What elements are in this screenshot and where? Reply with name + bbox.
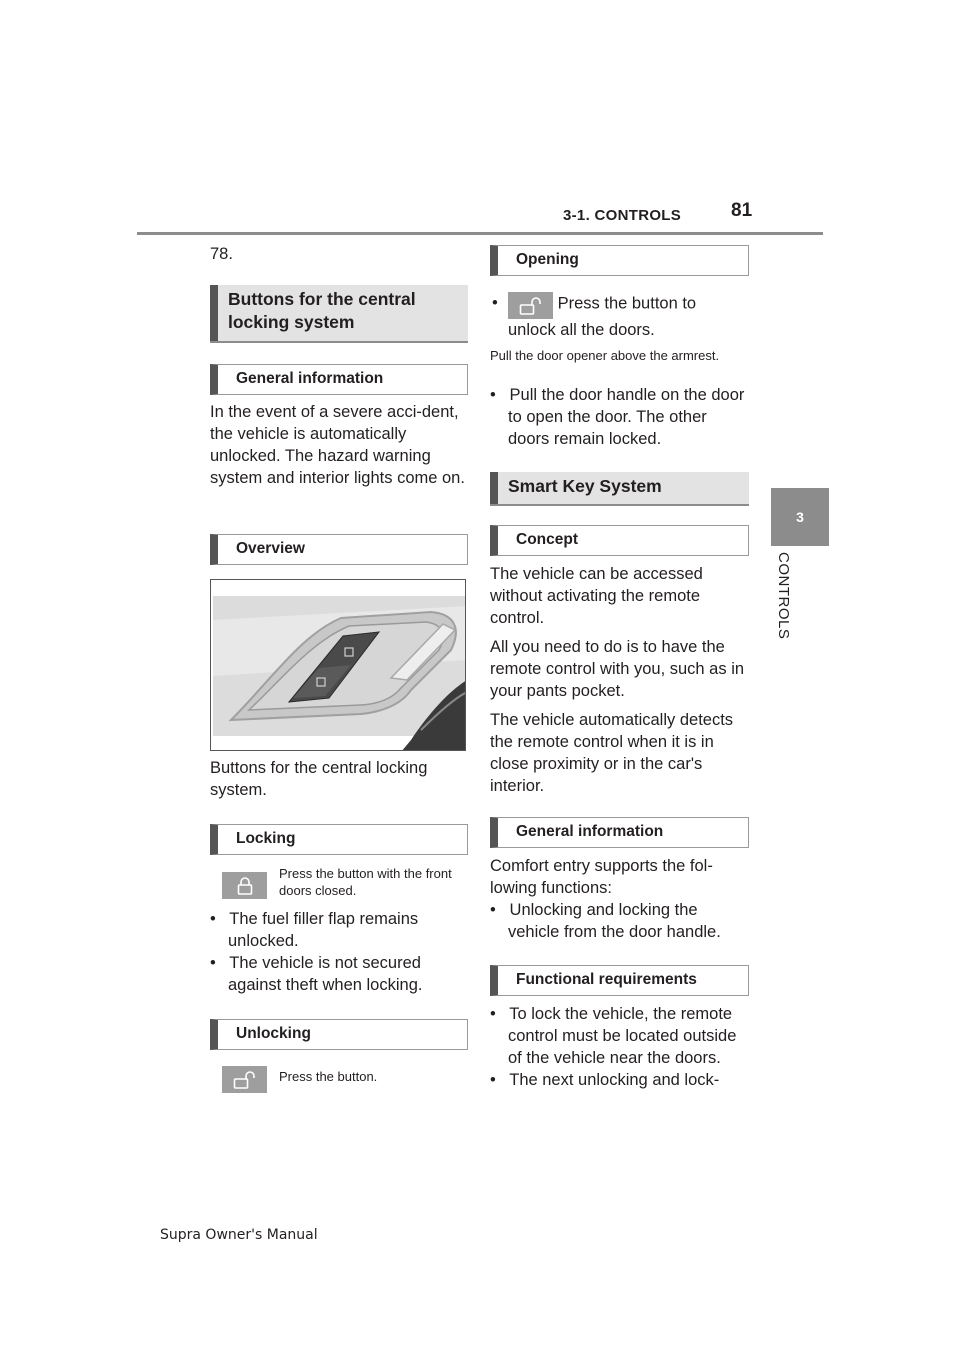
functional-requirements-heading: Functional requirements xyxy=(490,965,749,996)
locking-bullets xyxy=(210,908,465,996)
continued-text: 78. xyxy=(210,245,233,263)
opening-bullet: • Press the button to unlock all the doors. xyxy=(492,294,697,339)
general-text: In the event of a severe acci-dent, the vehicle is automatically unlocked. The hazard warning system and interior lights come on. xyxy=(210,403,465,487)
unlock-button-icon xyxy=(222,1066,267,1093)
concept-text: The vehicle can be accessed without activating the remote control. All you need to do is to have the remote control with you, such as in your pants pocket. The vehicle automatically detects the remote control when it is in close proximity or in the car's interior. xyxy=(490,565,745,795)
unlocking-heading: Unlocking xyxy=(210,1019,468,1050)
general-info-heading-right: General information xyxy=(490,817,749,848)
list-item: • The fuel filler flap remains unlocked. xyxy=(210,910,419,950)
footer-title: Supra Owner's Manual xyxy=(160,1227,318,1243)
opening-note: Pull the door opener above the armrest. xyxy=(490,348,720,363)
chapter-tab xyxy=(771,488,829,546)
list-item: • To lock the vehicle, the remote control must be located outside of the vehicle near the doors. xyxy=(490,1005,737,1067)
chapter-label: CONTROLS xyxy=(775,552,792,640)
list-item: • The vehicle is not secured against theft when locking. xyxy=(210,954,423,994)
smart-key-heading: Smart Key System xyxy=(490,472,749,504)
general-info-text-right: Comfort entry supports the fol-lowing functions: • Unlocking and locking the vehicle from the door handle. xyxy=(490,855,746,943)
general-heading: General information xyxy=(210,364,468,395)
door-panel-figure xyxy=(210,579,466,751)
unlock-button-inline-icon xyxy=(508,292,553,319)
list-item: • Unlocking and locking the vehicle from the door handle. xyxy=(490,901,721,941)
locking-heading: Locking xyxy=(210,824,468,855)
concept-heading: Concept xyxy=(490,525,749,556)
list-item: • The next unlocking and lock- xyxy=(490,1071,720,1089)
section-title: 3-1. CONTROLS xyxy=(563,207,682,224)
functional-requirements-list xyxy=(490,1003,746,1091)
padlock-closed-icon xyxy=(235,876,255,896)
header-rule xyxy=(137,232,823,235)
padlock-open-icon xyxy=(232,1070,258,1090)
door-panel-illustration xyxy=(211,580,466,751)
padlock-open-icon xyxy=(518,296,544,316)
opening-heading: Opening xyxy=(490,245,749,276)
figure-caption: Buttons for the central locking system. xyxy=(210,759,428,799)
lock-button-icon xyxy=(222,872,267,899)
overview-heading: Overview xyxy=(210,534,468,565)
smart-key-rule xyxy=(490,504,749,506)
main-heading-rule xyxy=(210,341,468,343)
list-item: • Pull the door handle on the door to open the door. The other doors remain locked. xyxy=(490,386,745,448)
page-number: 81 xyxy=(731,200,753,221)
opening-bullet-2 xyxy=(490,384,748,450)
chapter-number: 3 xyxy=(796,509,804,525)
unlocking-note: Press the button. xyxy=(279,1069,378,1084)
main-heading: Buttons for the central locking system xyxy=(210,285,468,341)
locking-note: Press the button with the front doors closed. xyxy=(279,866,452,898)
